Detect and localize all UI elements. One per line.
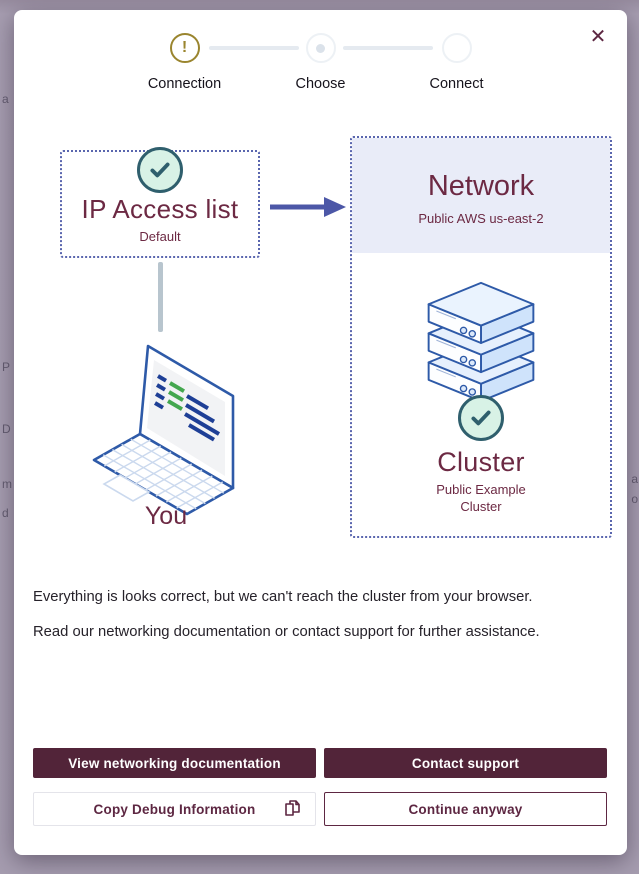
status-line-1: Everything is looks correct, but we can't reach the cluster from your browser.	[33, 589, 533, 605]
connection-troubleshoot-modal	[14, 10, 627, 855]
you-label: You	[144, 502, 188, 530]
backdrop-text-fragment: P	[2, 360, 11, 374]
step-label: Connection	[147, 76, 222, 92]
copy-debug-label: Copy Debug Information	[93, 801, 256, 817]
success-check-icon	[458, 395, 504, 441]
step-label: Connect	[429, 76, 484, 92]
view-networking-documentation-button[interactable]: View networking documentation	[33, 748, 316, 778]
stepper-connector	[343, 46, 433, 50]
network-cluster-node	[350, 136, 612, 538]
status-messages	[33, 588, 607, 659]
current-step-icon	[306, 33, 336, 63]
step-choose	[273, 33, 369, 92]
warning-icon: !	[170, 33, 200, 63]
copy-icon	[284, 799, 302, 819]
continue-anyway-button[interactable]: Continue anyway	[324, 792, 607, 826]
step-connect	[409, 33, 505, 92]
backdrop-text-fragment: d	[2, 506, 9, 520]
arrow-right-icon	[268, 195, 348, 219]
ip-access-subtitle: Default	[139, 229, 181, 244]
check-icon	[468, 405, 494, 431]
close-icon[interactable]: ✕	[585, 24, 611, 50]
laptop-illustration	[86, 336, 246, 524]
step-connection	[137, 33, 233, 92]
network-subtitle: Public AWS us-east-2	[418, 210, 544, 226]
backdrop-text-fragment: a	[631, 472, 638, 486]
stepper-connector	[209, 46, 299, 50]
status-line-2: Read our networking documentation or contact support for further assistance.	[33, 624, 540, 641]
network-header	[352, 138, 610, 253]
ip-access-title: IP Access list	[81, 194, 239, 224]
ip-access-list-node	[60, 150, 260, 258]
vertical-connector	[158, 262, 163, 332]
step-label: Choose	[295, 76, 346, 92]
cluster-subtitle: Public Example Cluster	[436, 482, 526, 514]
backdrop-text-fragment: o	[631, 492, 638, 506]
wizard-stepper	[137, 33, 505, 92]
success-check-icon	[137, 147, 183, 193]
check-icon	[147, 157, 173, 183]
cluster-area	[352, 253, 610, 536]
action-buttons	[33, 748, 607, 826]
upcoming-step-icon	[442, 33, 472, 63]
backdrop-text-fragment: a	[2, 92, 9, 106]
backdrop-text-fragment: D	[2, 422, 11, 436]
copy-debug-information-button[interactable]	[33, 792, 316, 826]
network-title: Network	[427, 169, 535, 202]
cluster-title: Cluster	[437, 447, 525, 477]
backdrop-text-fragment: m	[2, 477, 12, 491]
contact-support-button[interactable]: Contact support	[324, 748, 607, 778]
